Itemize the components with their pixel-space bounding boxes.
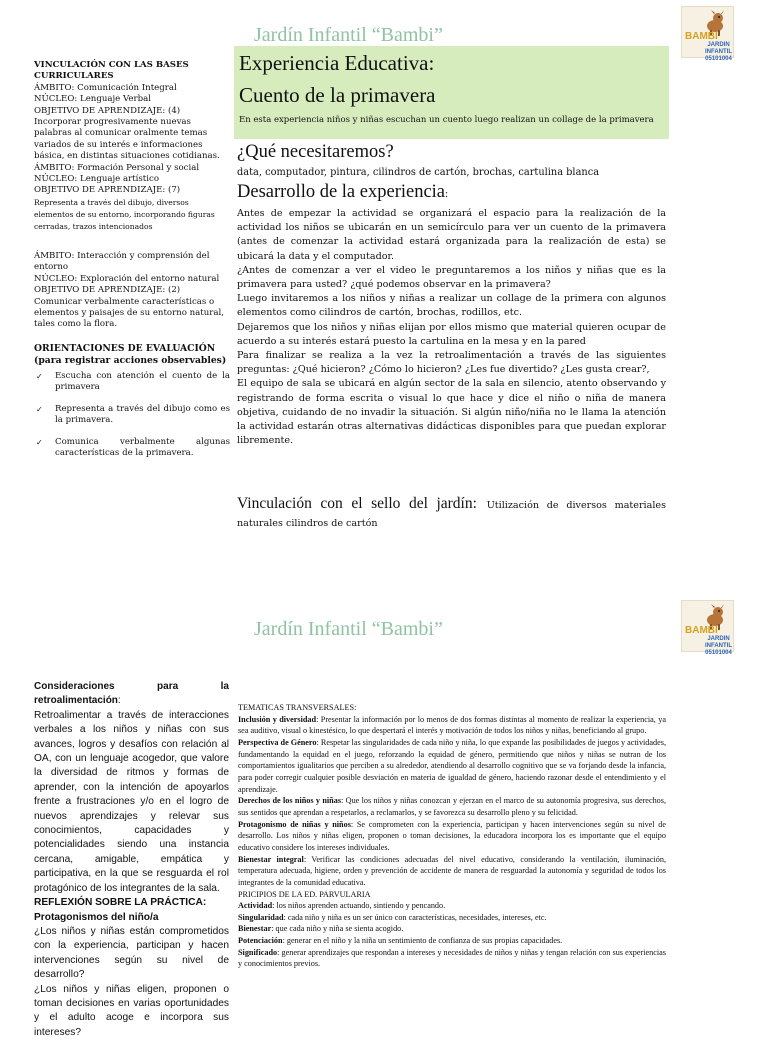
development-paragraph: Antes de empezar la actividad se organizará el espacio para la realización de la actividad los niños se ubicarán en un semicírculo para ver un cuento de la primavera (antes de comenzar la actividad estará organizada para la realización de esta) se ubicará la data y el computador. xyxy=(237,208,666,262)
principle-text: : generar en el niño y la niña un sentimiento de confianza de sus propias capacidades. xyxy=(282,936,563,946)
topic-text: : Respetar las singularidades de cada niño y niña, lo que expande las posibilidades de juegos y actividades, fundamentando la equidad en el juego, reforzando la equidad de género, permitiendo que niños y niñas se nutran de los comportamientos igualitarios que perciben a su alrededor, atendiendo al desarrollo cognitivo que se va forjando desde la infancia, para poder corregir cualquier posible desviación en materia de igualdad de género, haciendo razonar desde el entendimiento y el aprendizaje. xyxy=(238,737,666,794)
evaluation-item: ✓ Representa a través del dibujo como es la primavera. xyxy=(34,404,230,427)
development-heading-colon: : xyxy=(445,188,449,200)
evaluation-section xyxy=(34,343,230,469)
protagonism-heading: Protagonismos del niño/a xyxy=(34,911,159,923)
topic-label: Bienestar integral xyxy=(238,854,304,864)
materials-heading: ¿Qué necesitaremos? xyxy=(237,142,394,162)
topic-label: Protagonismo de niñas y niños xyxy=(238,819,351,829)
reflection-question: ¿Los niños y niñas están comprometidos con la experiencia, participan y hacen intervenciones según su nivel de desarrollo? xyxy=(34,925,229,981)
logo-line1: JARDIN INFANTIL xyxy=(705,42,732,55)
evaluation-list xyxy=(34,371,230,459)
development-heading-text: Desarrollo de la experiencia xyxy=(237,182,446,202)
nucleo-2: NÚCLEO: Lenguaje artístico xyxy=(34,174,159,185)
topic-label: Derechos de los niños y niñas xyxy=(238,796,342,806)
principle-potentiation xyxy=(238,935,666,947)
topic-text: : Que los niños y niñas conozcan y ejerzan en el marco de su autonomía progresiva, sus derechos, sus sentidos que aprendan a respetarlos, a reclamarlos, y se favorezca su desarrollo pleno y su felicidad. xyxy=(238,796,666,817)
principle-label: Bienestar xyxy=(238,924,272,934)
school-title-page2: Jardín Infantil “Bambi” xyxy=(254,618,443,640)
principle-label: Potenciación xyxy=(238,936,283,946)
principle-label: Actividad xyxy=(238,901,273,911)
reflection-question: ¿Los niños y niñas eligen, proponen o toman decisiones en varias oportunidades y el adulto acoge e incorpora sus intereses? xyxy=(34,983,229,1038)
logo-subtitle xyxy=(704,42,733,63)
topic-text: : Verificar las condiciones adecuadas del nivel educativo, considerando la ventilación, iluminación, temperatura adecuada, higiene, orden y prevención de accidente de manera de resguardad la autonomía y seguridad de todos los integrantes de la comunidad educativa. xyxy=(238,854,666,887)
evaluation-heading: ORIENTACIONES DE EVALUACIÓN (para registrar acciones observables) xyxy=(34,343,227,366)
nucleo-3: NÚCLEO: Exploración del entorno natural xyxy=(34,273,220,284)
evaluation-item: ✓ Comunica verbalmente algunas características de la primavera. xyxy=(34,437,230,460)
development-paragraph: ¿Antes de comenzar a ver el video le preguntaremos a los niños y niñas que es la primavera para usted? ¿qué podemos observar en la primavera? xyxy=(237,264,666,291)
topic-inclusion xyxy=(238,714,666,737)
feedback-heading-text: Consideraciones para la retroalimentación xyxy=(34,681,229,707)
ambito-3: ÁMBITO: Interacción y comprensión del entorno xyxy=(34,250,210,273)
objective-1-label: OBJETIVO DE APRENDIZAJE: (4) xyxy=(34,105,181,116)
experience-title-line1: Experiencia Educativa: xyxy=(239,51,435,75)
principles-heading: PRICIPIOS DE LA ED. PARVULARIA xyxy=(238,889,371,899)
principle-text: : generar aprendizajes que respondan a intereses y necesidades de niños y niñas y tengan relación con sus experiencias y conocimientos previos. xyxy=(238,947,666,969)
objective-2-label: OBJETIVO DE APRENDIZAJE: (7) xyxy=(34,185,181,196)
objective-3-text: Comunicar verbalmente características o elementos y paisajes de su entorno natural, tales como la flora. xyxy=(34,296,224,330)
objective-3-label: OBJETIVO DE APRENDIZAJE: (2) xyxy=(34,285,181,296)
ambito-1: ÁMBITO: Comunicación Integral xyxy=(34,82,177,93)
development-paragraph: El equipo de sala se ubicará en algún sector de la sala en silencio, atento observando y registrando de forma escrita o visual lo que hace y dice el niño o niña de manera objetiva, cuidando de no invadir la situación. Si algún niño/niña no le llama la atención la actividad estarán otras alternativas didácticas disponibles para que puedan explorar libremente. xyxy=(237,378,666,447)
logo-word: BAMBI xyxy=(685,625,718,636)
topics-heading: TEMATICAS TRANSVERSALES: xyxy=(238,703,357,712)
feedback-heading-colon: : xyxy=(117,695,121,707)
experience-title-box xyxy=(234,46,669,139)
experience-description: En esta experiencia niños y niñas escuchan un cuento luego realizan un collage de la primavera xyxy=(239,115,654,125)
principle-label: Singularidad xyxy=(238,912,284,922)
seal-heading: Vinculación con el sello del jardín: xyxy=(237,495,477,512)
topic-protagonism xyxy=(238,819,666,854)
logo-subtitle xyxy=(704,636,733,657)
school-logo xyxy=(681,6,734,62)
materials-text: data, computador, pintura, cilindros de cartón, brochas, cartulina blanca xyxy=(237,167,600,178)
logo-line2: 05101004 xyxy=(705,650,732,656)
development-paragraph: Luego invitaremos a los niños y niñas a realizar un collage de la primera con algunos elementos como cilindros de cartón, brochas, rodillos, etc. xyxy=(237,293,666,319)
development-body xyxy=(237,207,666,448)
experience-title-line2: Cuento de la primavera xyxy=(239,83,436,107)
topic-wellbeing xyxy=(238,854,666,889)
principle-wellbeing xyxy=(238,923,666,935)
topic-label: Inclusión y diversidad xyxy=(238,714,317,724)
principle-text: : los niños aprenden actuando, sintiendo y pencando. xyxy=(272,901,446,911)
principle-text: : cada niño y niña es un ser único con características, necesidades, intereses, etc. xyxy=(283,912,547,922)
curricular-heading: VINCULACIÓN CON LAS BASES CURRICULARES xyxy=(34,60,189,82)
seal-text: Utilización de diversos materiales naturales cilindros de cartón xyxy=(237,500,666,529)
principle-label: Significado xyxy=(238,947,278,957)
transversal-topics xyxy=(238,702,666,970)
topic-text: : Se comprometen con la experiencia, participan y hacen intervenciones según su nivel de desarrollo. Los niños y niñas eligen, proponen o toman decisiones, la educadora incorpora los es importante que el equipo educativo considere los intereses individuales. xyxy=(238,819,666,852)
reflection-heading: REFLEXIÓN SOBRE LA PRÁCTICA: xyxy=(34,897,207,909)
topic-text: : Presentar la información por lo menos de dos formas distintas al momento de realizar la experiencia, ya sea auditivo, visual o kinestésico, lo que despertará el interés y motivación de todos los niños y niñas, beneficiando al grupo. xyxy=(238,714,666,736)
curricular-links xyxy=(34,60,230,331)
objective-1-text: Incorporar progresivamente nuevas palabras al comunicar oralmente temas variados de su interés e informaciones básica, en distintas situaciones cotidianas. xyxy=(34,117,220,162)
evaluation-item: ✓ Escucha con atención el cuento de la primavera xyxy=(34,371,230,394)
nucleo-1: NÚCLEO: Lenguaje Verbal xyxy=(34,94,151,105)
ambito-2: ÁMBITO: Formación Personal y social xyxy=(34,162,200,173)
principle-text: : que cada niño y niña se sienta acogido. xyxy=(271,924,404,934)
principle-singularity xyxy=(238,912,666,924)
logo-word: BAMBI xyxy=(685,31,718,42)
development-paragraph: Dejaremos que los niños y niñas elijan por ellos mismo que material quieren ocupar de acuerdo a su interés estará puesto la cartulina en la mesa y en la pared xyxy=(237,321,666,347)
school-logo-page2 xyxy=(681,600,734,656)
feedback-text: Retroalimentar a través de interacciones verbales a los niños y niñas con sus avances, logros y desafíos con relación al OA, con un lenguaje acogedor, que valore la diversidad de ritmos y formas de aprender, con la intención de apoyarlos frente a frustraciones y/o en el logro de nuevos aprendizajes y relevar sus conocimientos, capacidades y potencialidades siendo una instancia cercana, amigable, empática y participativa, en la que se resguarda el rol protagónico de los integrantes de la sala. xyxy=(34,709,229,894)
objective-2-text: Representa a través del dibujo, diversos elementos de su entorno, incorporando figuras cerradas, trazos intencionados xyxy=(34,197,215,231)
logo-line1: JARDIN INFANTIL xyxy=(705,636,732,649)
principle-activity xyxy=(238,900,666,912)
principle-meaning xyxy=(238,947,666,970)
school-title: Jardín Infantil “Bambi” xyxy=(254,24,443,46)
topic-label: Perspectiva de Género xyxy=(238,737,317,747)
logo-line2: 05101004 xyxy=(705,56,732,62)
feedback-heading xyxy=(34,680,229,709)
development-heading xyxy=(237,182,448,203)
feedback-section xyxy=(34,680,229,1040)
topic-rights xyxy=(238,795,666,818)
topic-gender xyxy=(238,737,666,795)
development-paragraph: Para finalizar se realiza a la vez la retroalimentación a través de las siguientes preguntas: ¿Qué hicieron? ¿Cómo lo hicieron? ¿Les fue divertido? ¿Les gusta crear?, xyxy=(237,350,666,376)
seal-section xyxy=(237,495,666,531)
